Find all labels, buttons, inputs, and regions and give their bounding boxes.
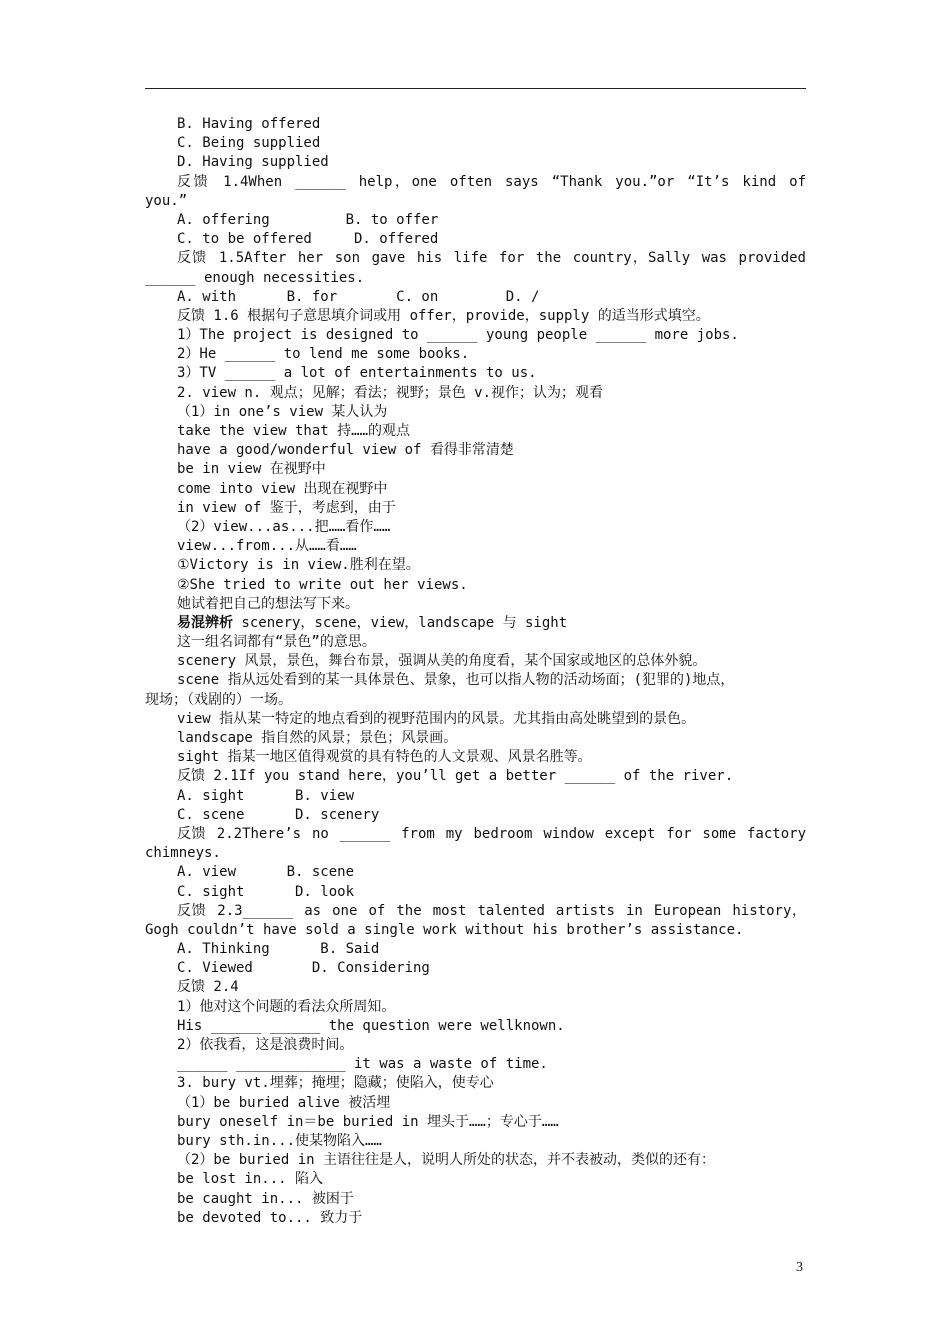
text-line — [145, 863, 806, 882]
line-text: 反馈 1.4When ______ help，one often says “Thank you.”or “It’s kind of — [177, 173, 806, 190]
text-line — [145, 364, 806, 383]
text-line — [145, 153, 806, 172]
text-line — [145, 767, 806, 786]
line-text: chimneys. — [145, 845, 221, 862]
text-line — [145, 1055, 806, 1074]
line-text: A. view B. scene — [177, 864, 355, 881]
text-line — [145, 230, 806, 249]
line-text: 反馈 1.6 根据句子意思填介词或用 offer，provide，supply 的适当形式填空。 — [177, 307, 710, 324]
text-line — [145, 921, 806, 940]
text-line — [145, 134, 806, 153]
text-line — [145, 537, 806, 556]
text-line — [145, 940, 806, 959]
line-text: 反馈 2.2There’s no ______ from my bedroom window except for some factory — [177, 825, 806, 842]
text-line — [145, 806, 806, 825]
line-text: A. with B. for C. on D. / — [177, 288, 540, 305]
line-text: His ______ ______ the question were wellknown. — [177, 1017, 565, 1034]
text-line — [145, 345, 806, 364]
text-line — [145, 192, 806, 211]
text-line — [145, 441, 806, 460]
text-line — [145, 1190, 806, 1209]
text-line — [145, 249, 806, 268]
bold-heading: 易混辨析 — [177, 614, 233, 631]
text-line — [145, 576, 806, 595]
line-text: （1）be buried alive 被活埋 — [177, 1094, 391, 1111]
line-text: 2）依我看，这是浪费时间。 — [177, 1037, 354, 1053]
line-text: 反馈 2.3______ as one of the most talented artists in European history， — [177, 902, 806, 919]
line-text: take the view that 持……的观点 — [177, 423, 411, 439]
line-text: ①Victory is in view.胜利在望。 — [177, 557, 420, 574]
text-line — [145, 1113, 806, 1132]
line-text: 这一组名词都有“景色”的意思。 — [177, 634, 376, 651]
text-line — [145, 326, 806, 345]
line-text: （2）view...as...把……看作…… — [177, 518, 391, 535]
text-line — [145, 115, 806, 134]
text-line — [145, 652, 806, 671]
line-text: 3）TV ______ a lot of entertainments to us. — [177, 365, 537, 382]
text-line — [145, 422, 806, 441]
line-text: A. offering B. to offer — [177, 211, 439, 228]
line-text: A. Thinking B. Said — [177, 941, 380, 958]
text-line — [145, 403, 806, 422]
text-line — [145, 710, 806, 729]
line-text: C. Viewed D. Considering — [177, 960, 430, 977]
text-line — [145, 614, 806, 633]
line-text: sight 指某一地区值得观赏的具有特色的人文景观、风景名胜等。 — [177, 749, 592, 766]
line-text: view...from...从……看…… — [177, 538, 357, 555]
line-text: you.” — [145, 192, 188, 209]
line-text: landscape 指自然的风景；景色；风景画。 — [177, 730, 458, 746]
line-text: be lost in... 陷入 — [177, 1171, 324, 1188]
text-line — [145, 748, 806, 767]
line-text: ______ enough necessities. — [145, 269, 365, 286]
line-text: 1）他对这个问题的看法众所周知。 — [177, 998, 396, 1015]
line-text: 她试着把自己的想法写下来。 — [177, 595, 359, 612]
text-line — [145, 883, 806, 902]
text-line — [145, 384, 806, 403]
text-line — [145, 844, 806, 863]
text-line — [145, 691, 806, 710]
document-body — [145, 115, 806, 1228]
line-text: B. Having offered — [177, 116, 321, 132]
line-text: 3. bury vt.埋葬；掩埋；隐藏；使陷入，使专心 — [177, 1075, 494, 1092]
line-text: in view of 鉴于，考虑到，由于 — [177, 499, 396, 516]
text-line — [145, 173, 806, 192]
text-line — [145, 269, 806, 288]
line-text: D. Having supplied — [177, 154, 329, 171]
text-line — [145, 978, 806, 997]
text-line — [145, 787, 806, 806]
line-text: C. to be offered D. offered — [177, 231, 439, 248]
line-text: ______ _____________ it was a waste of time. — [177, 1056, 548, 1073]
text-line — [145, 1036, 806, 1055]
line-text: 反馈 2.1If you stand here，you’ll get a better ______ of the river. — [177, 768, 734, 785]
text-line — [145, 1132, 806, 1151]
line-text: A. sight B. view — [177, 787, 355, 804]
text-line — [145, 480, 806, 499]
line-text: 2）He ______ to lend me some books. — [177, 346, 470, 363]
text-line — [145, 998, 806, 1017]
text-line — [145, 902, 806, 921]
line-text: scenery，scene，view，landscape 与 sight — [233, 614, 568, 631]
text-line — [145, 307, 806, 326]
line-text: view 指从某一特定的地点看到的视野范围内的风景。尤其指由高处眺望到的景色。 — [177, 710, 696, 727]
line-text: C. Being supplied — [177, 135, 321, 152]
line-text: 现场；（戏剧的）一场。 — [145, 691, 292, 708]
line-text: C. scene D. scenery — [177, 806, 380, 823]
header-rule — [145, 88, 806, 89]
line-text: （1）in one’s view 某人认为 — [177, 403, 388, 420]
text-line — [145, 671, 806, 690]
text-line — [145, 288, 806, 307]
line-text: ②She tried to write out her views. — [177, 576, 468, 593]
text-line — [145, 518, 806, 537]
line-text: 反馈 2.4 — [177, 979, 239, 996]
line-text: bury oneself in＝be buried in 埋头于……；专心于…… — [177, 1113, 559, 1130]
line-text: C. sight D. look — [177, 883, 355, 900]
line-text: come into view 出现在视野中 — [177, 480, 388, 497]
text-line — [145, 1017, 806, 1036]
line-text: 2. view n. 观点；见解；看法；视野；景色 v.视作；认为；观看 — [177, 384, 604, 401]
line-text: （2）be buried in 主语往往是人，说明人所处的状态，并不表被动，类似的还有： — [177, 1152, 716, 1169]
line-text: be devoted to... 致力于 — [177, 1209, 363, 1226]
text-line — [145, 825, 806, 844]
line-text: scenery 风景，景色，舞台布景，强调从美的角度看，某个国家或地区的总体外貌。 — [177, 653, 707, 670]
text-line — [145, 499, 806, 518]
text-line — [145, 460, 806, 479]
text-line — [145, 1094, 806, 1113]
text-line — [145, 595, 806, 614]
text-line — [145, 959, 806, 978]
text-line — [145, 729, 806, 748]
line-text: have a good/wonderful view of 看得非常清楚 — [177, 442, 514, 459]
line-text: bury sth.in...使某物陷入…… — [177, 1132, 382, 1149]
line-text: scene 指从远处看到的某一具体景色、景象，也可以指人物的活动场面；(犯罪的)地点， — [177, 672, 735, 689]
text-line — [145, 1209, 806, 1228]
text-line — [145, 211, 806, 230]
text-line — [145, 556, 806, 575]
line-text: 反馈 1.5After her son gave his life for the country，Sally was provided — [177, 250, 806, 267]
text-line — [145, 1151, 806, 1170]
page-number: 3 — [796, 1260, 803, 1275]
line-text: be caught in... 被困于 — [177, 1190, 354, 1207]
line-text: be in view 在视野中 — [177, 461, 326, 478]
line-text: Gogh couldn’t have sold a single work without his brother’s assistance. — [145, 921, 744, 938]
text-line — [145, 633, 806, 652]
line-text: 1）The project is designed to ______ young people ______ more jobs. — [177, 327, 739, 344]
text-line — [145, 1170, 806, 1189]
text-line — [145, 1074, 806, 1093]
